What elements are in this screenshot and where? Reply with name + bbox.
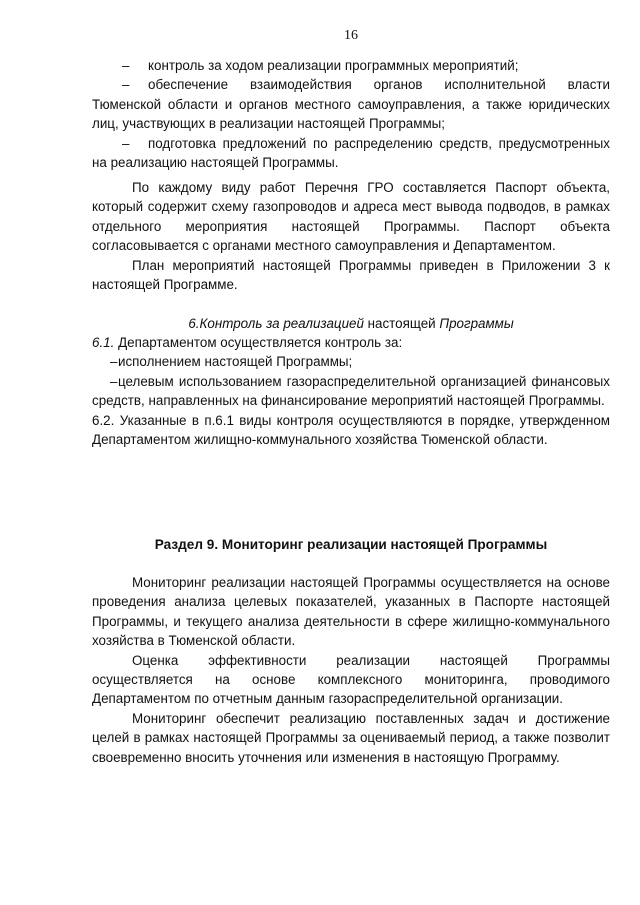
passport-paragraph: По каждому виду работ Перечня ГРО составляется Паспорт объекта, который содержит схему газопроводов и адреса мест вывода подводов, в рамках отдельного мероприятия настоящей Программы. Паспорт объекта согласовывается с органами местного самоуправления и Департаментом. bbox=[92, 180, 610, 254]
section6-heading: 6.Контроль за реализацией настоящей Программы bbox=[188, 316, 514, 331]
list-item: – контроль за ходом реализации программных мероприятий; bbox=[122, 58, 519, 73]
passport-paragraph-block bbox=[92, 178, 610, 256]
section6-item-61-block bbox=[92, 333, 610, 449]
section9-heading: Раздел 9. Мониторинг реализации настоящей Программы bbox=[154, 537, 548, 552]
section9-body bbox=[92, 573, 610, 767]
list-item: – обеспечение взаимодействия органов исполнительной власти Тюменской области и органов местного самоуправления, а также юридических лиц, участвующих в реализации настоящей Программы; bbox=[92, 77, 610, 132]
section6-item-62: 6.2. Указанные в п.6.1 виды контроля осуществляются в порядке, утвержденном Департаментом жилищно-коммунального хозяйства Тюменской области. bbox=[92, 412, 610, 448]
section9-paragraph: Оценка эффективности реализации настоящей Программы осуществляется на основе комплексного мониторинга, проводимого Департаментом по отчетным данным газораспределительной организации. bbox=[92, 652, 610, 707]
list-item: – подготовка предложений по распределению средств, предусмотренных на реализацию настоящей Программы. bbox=[92, 135, 610, 171]
list-item: –исполнением настоящей Программы; bbox=[110, 354, 353, 370]
page-number: 16 bbox=[344, 28, 358, 43]
top-list bbox=[92, 56, 610, 172]
section6-item-61: 6.1. Департаментом осуществляется контроль за: bbox=[92, 335, 403, 350]
plan-paragraph: План мероприятий настоящей Программы приведен в Приложении 3 к настоящей Программе. bbox=[92, 258, 610, 293]
section9-paragraph: Мониторинг реализации настоящей Программы осуществляется на основе проведения анализа целевых показателей, указанных в Паспорте настоящей Программы, и текущего анализа деятельности в сфере жилищно-коммунального хозяйства в Тюменской области. bbox=[92, 575, 610, 649]
list-item: –целевым использованием газораспределительной организацией финансовых средств, направленных на финансирование мероприятий настоящей Программы. bbox=[92, 373, 610, 409]
section9-paragraph: Мониторинг обеспечит реализацию поставленных задач и достижение целей в рамках настоящей Программы за оцениваемый период, а также позволит своевременно вносить уточнения или изменения в настоящую Программу. bbox=[92, 710, 610, 765]
section6-heading-block bbox=[92, 314, 610, 333]
plan-paragraph-block bbox=[92, 256, 610, 295]
section9-heading-block bbox=[92, 535, 610, 554]
